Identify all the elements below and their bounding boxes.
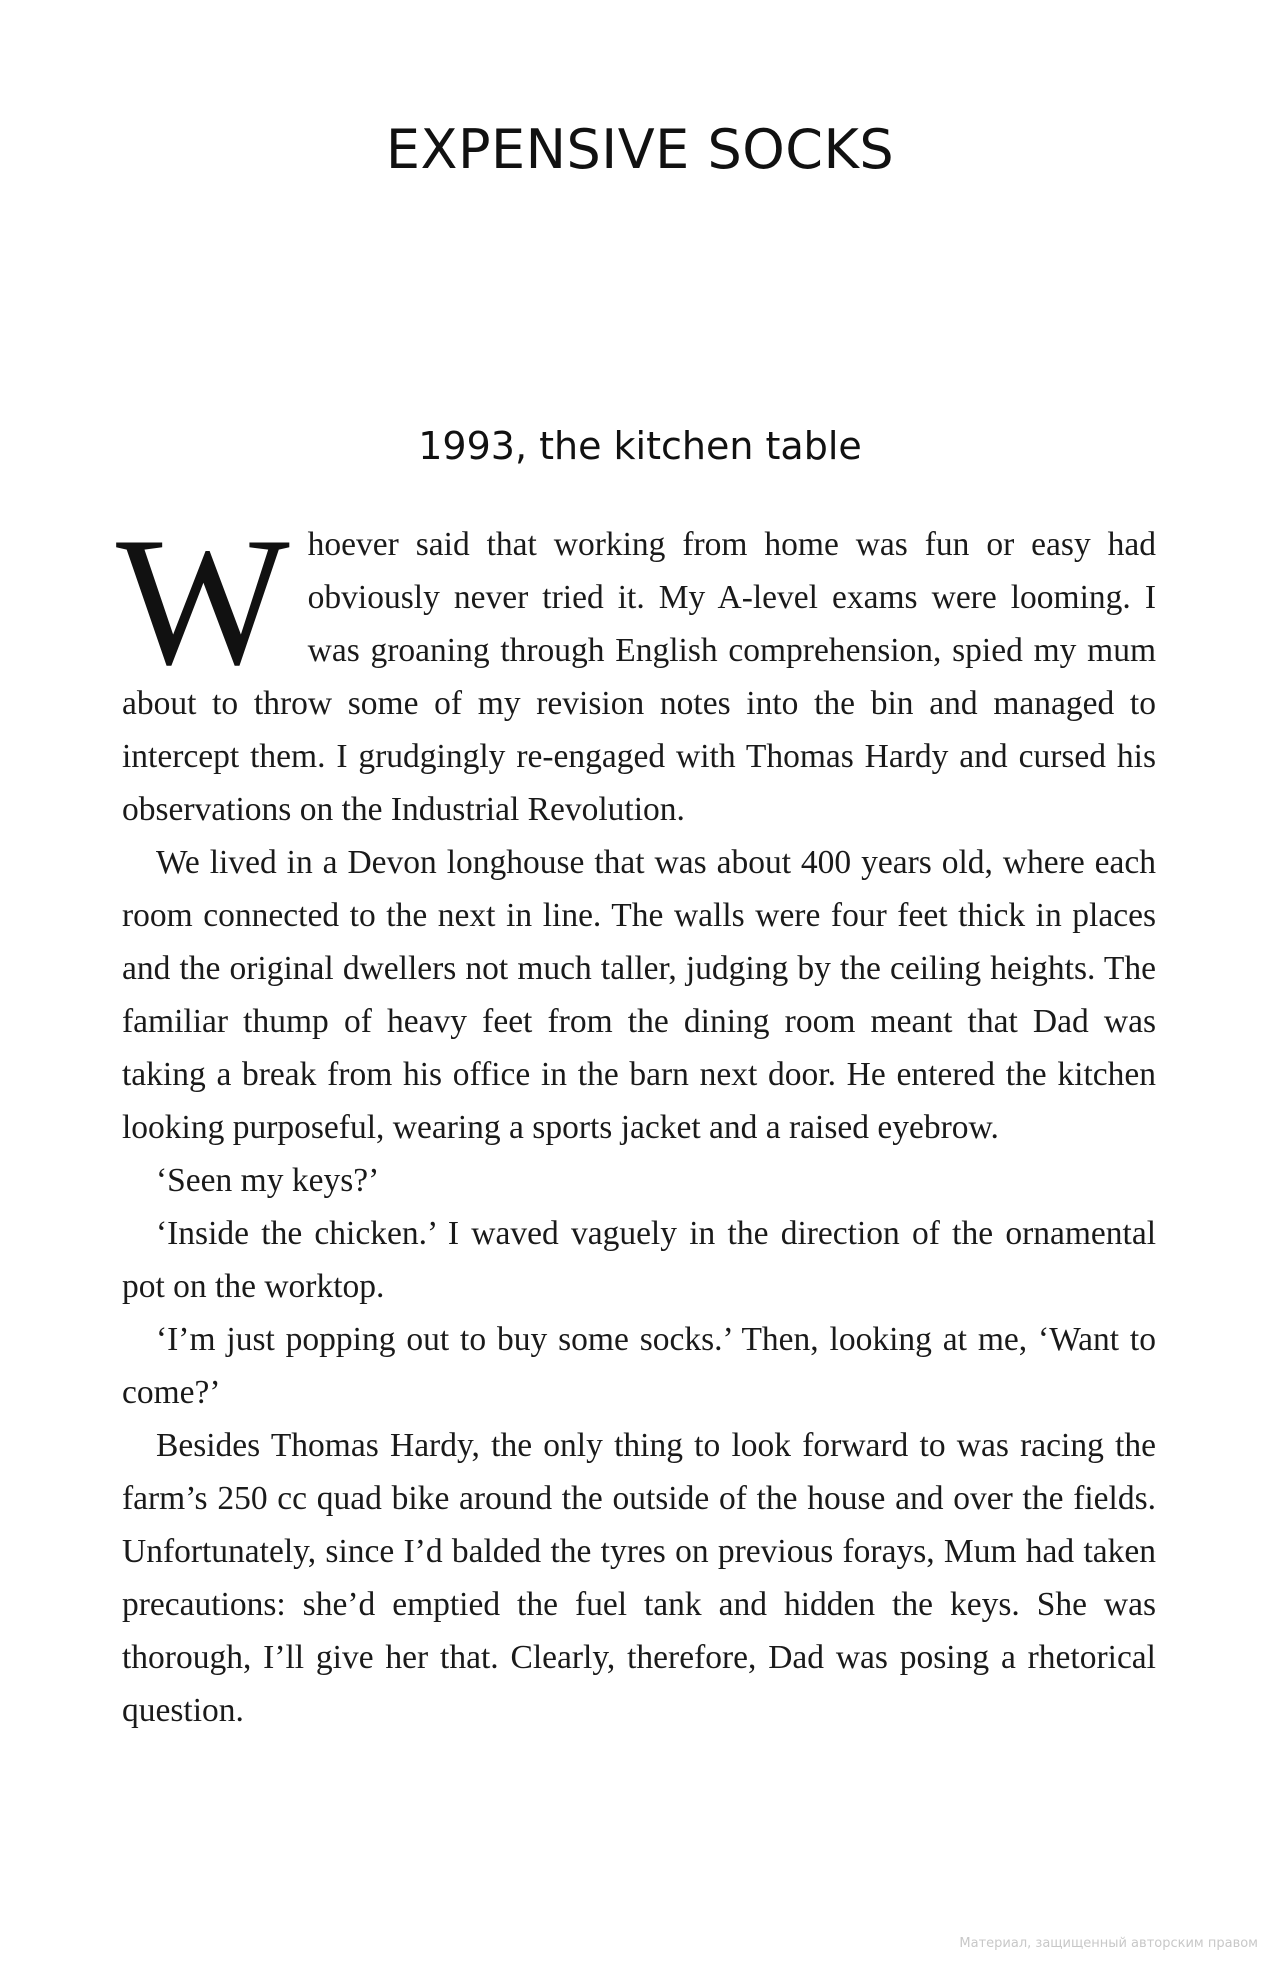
- paragraph-text: hoever said that working from home was fun or easy had obviously never tried it. My A-level exams were looming. I was groaning through English comprehension, spied my mum about to throw some of my revision notes into the bin and managed to intercept them. I grudgingly re-engaged with Thomas Hardy and cursed his observations on the Industrial Revolution.: [122, 526, 1156, 828]
- chapter-title: EXPENSIVE SOCKS: [385, 118, 895, 181]
- section-title: 1993, the kitchen table: [418, 424, 862, 468]
- chapter-body: [116, 499, 1156, 1737]
- drop-cap: W: [116, 499, 290, 703]
- paragraph: ‘I’m just popping out to buy some socks.’ Then, looking at me, ‘Want to come?’: [122, 1321, 1156, 1411]
- paragraph: [116, 499, 1156, 836]
- paragraph: Besides Thomas Hardy, the only thing to look forward to was racing the farm’s 250 cc quad bike around the outside of the house and over the fields. Unfortunately, since I’d balded the tyres on previous forays, Mum had taken precautions: she’d emptied the fuel tank and hidden the keys. She was thorough, I’ll give her that. Clearly, therefore, Dad was posing a rhetorical question.: [122, 1427, 1156, 1729]
- paragraph: ‘Inside the chicken.’ I waved vaguely in the direction of the ornamental pot on the worktop.: [122, 1215, 1156, 1305]
- copyright-watermark: Материал, защищенный авторским правом: [959, 1936, 1258, 1951]
- paragraph: ‘Seen my keys?’: [156, 1162, 380, 1199]
- paragraph: We lived in a Devon longhouse that was about 400 years old, where each room connected to the next in line. The walls were four feet thick in places and the original dwellers not much taller, judging by the ceiling heights. The familiar thump of heavy feet from the dining room meant that Dad was taking a break from his office in the barn next door. He entered the kitchen looking purposeful, wearing a sports jacket and a raised eyebrow.: [122, 844, 1156, 1146]
